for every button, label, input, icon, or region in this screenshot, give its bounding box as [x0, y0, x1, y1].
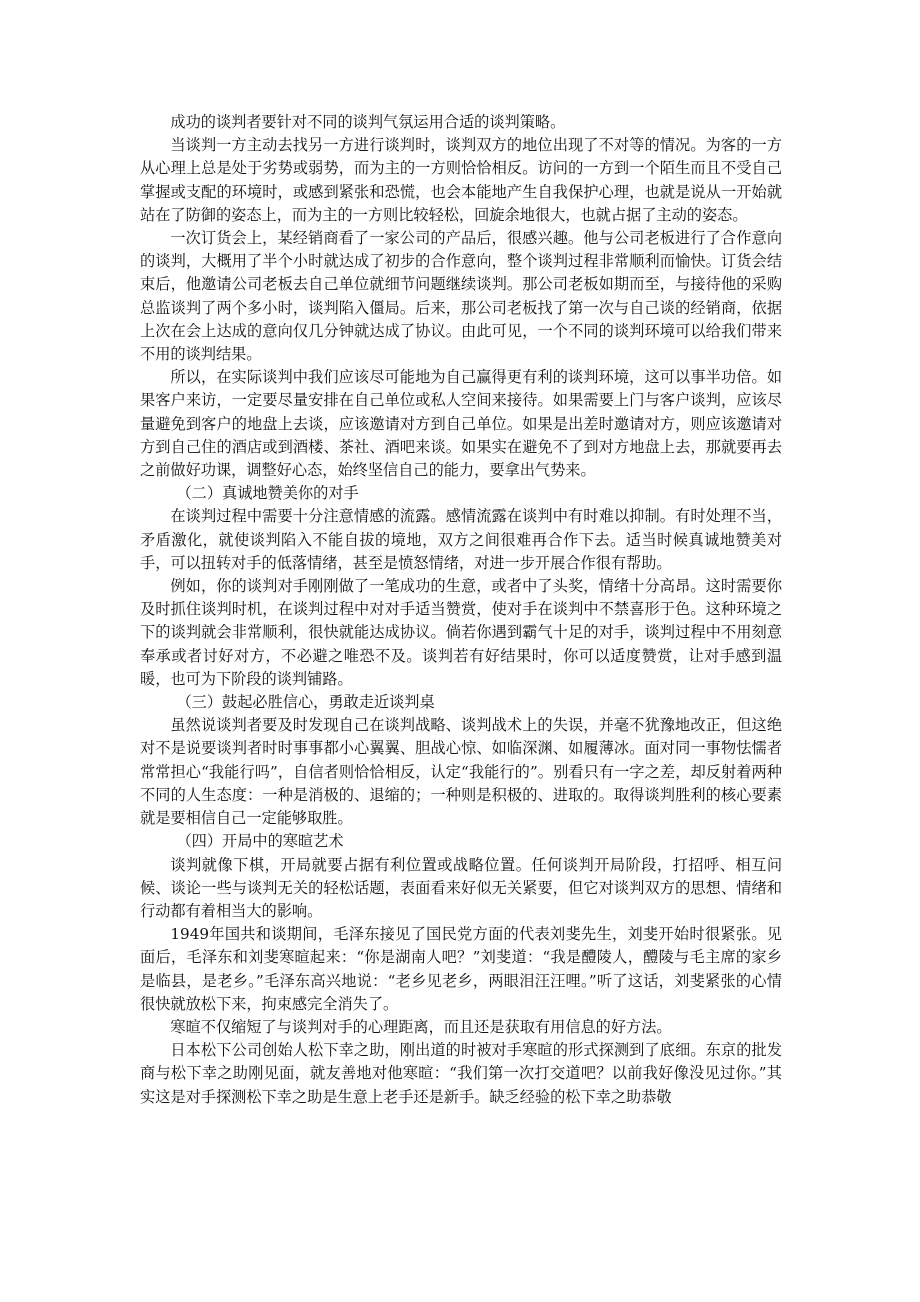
section-heading-small-talk: （四）开局中的寒暄艺术 [176, 832, 344, 851]
paragraph-host-guest-position: 当谈判一方主动去找另一方进行谈判时，谈判双方的地位出现了不对等的情况。为客的一方从心理上总是处于劣势或弱势，而为主的一方则恰恰相反。访问的一方到一个陌生而且不受自己掌握或支配的环境时，或感到紧张和恐慌，也会本能地产生自我保护心理，也就是说从一开始就站在了防御的姿态上，而为主的一方则比较轻松，回旋余地很大，也就占据了主动的姿态。 [140, 136, 782, 224]
paragraph-small-talk-benefit: 寒暄不仅缩短了与谈判对手的心理距离，而且还是获取有用信息的好方法。 [170, 1017, 672, 1036]
document-page [140, 111, 782, 1109]
paragraph-order-fair-example: 一次订货会上，某经销商看了一家公司的产品后，很感兴趣。他与公司老板进行了合作意向的谈判，大概用了半个小时就达成了初步的合作意向，整个谈判过程非常顺利而愉快。订货会结束后，他邀请公司老板去自己单位就细节问题继续谈判。那公司老板如期而至，与接待他的采购总监谈判了两个多小时，谈判陷入僵局。后来，那公司老板找了第一次与自己谈的经销商，依据上次在会上达成的意向仅几分钟就达成了协议。由此可见，一个不同的谈判环境可以给我们带来不用的谈判结果。 [140, 229, 782, 364]
paragraph-opening-chess: 谈判就像下棋，开局就要占据有利位置或战略位置。任何谈判开局阶段，打招呼、相互问候、谈论一些与谈判无关的轻松话题，表面看来好似无关紧要，但它对谈判双方的思想、情绪和行动都有着相当大的影响。 [140, 855, 782, 920]
paragraph-intro: 成功的谈判者要针对不同的谈判气氛运用合适的谈判策略。 [170, 113, 566, 131]
section-heading-praise: （二）真诚地赞美你的对手 [176, 484, 359, 503]
paragraph-1949-example: 1949年国共和谈期间，毛泽东接见了国民党方面的代表刘斐先生，刘斐开始时很紧张。见面后，毛泽东和刘斐寒暄起来：“你是湖南人吧？”刘斐道：“我是醴陵人，醴陵与毛主席的家乡是临县，是老乡。”毛泽东高兴地说：“老乡见老乡，两眼泪汪汪哩。”听了这话，刘斐紧张的心情很快就放松下来，拘束感完全消失了。 [140, 925, 782, 1013]
paragraph-praise-example: 例如，你的谈判对手刚刚做了一笔成功的生意，或者中了头奖，情绪十分高昂。这时需要你及时抓住谈判时机，在谈判过程中对对手适当赞赏，使对手在谈判中不禁喜形于色。这种环境之下的谈判就会非常顺利，很快就能达成协议。倘若你遇到霸气十足的对手，谈判过程中不用刻意奉承或者讨好对方，不必避之唯恐不及。谈判若有好结果时，你可以适度赞赏，让对手感到温暖，也可为下阶段的谈判铺路。 [140, 577, 782, 688]
paragraph-matsushita-example: 日本松下公司创始人松下幸之助，刚出道的时被对手寒暄的形式探测到了底细。东京的批发商与松下幸之助刚见面，就友善地对他寒暄：“我们第一次打交道吧？以前我好像没见过你。”其实这是对手探测松下幸之助是生意上老手还是新手。缺乏经验的松下幸之助恭敬 [140, 1041, 782, 1106]
paragraph-emotion: 在谈判过程中需要十分注意情感的流露。感情流露在谈判中有时难以抑制。有时处理不当，矛盾激化，就使谈判陷入不能自拔的境地，双方之间很难再合作下去。适当时候真诚地赞美对手，可以扭转对手的低落情绪，甚至是愤怒情绪，对进一步开展合作很有帮助。 [140, 507, 782, 572]
paragraph-favorable-environment: 所以，在实际谈判中我们应该尽可能地为自己赢得更有利的谈判环境，这可以事半功倍。如果客户来访，一定要尽量安排在自己单位或私人空间来接待。如果需要上门与客户谈判，应该尽量避免到客户的地盘上去谈，应该邀请对方到自己单位。如果是出差时邀请对方，则应该邀请对方到自己住的酒店或到酒楼、茶社、酒吧来谈。如果实在避免不了到对方地盘上去，那就要再去之前做好功课，调整好心态，始终坚信自己的能力，要拿出气势来。 [140, 368, 782, 480]
section-heading-confidence: （三）鼓起必胜信心，勇敢走近谈判桌 [176, 693, 435, 712]
paragraph-confidence: 虽然说谈判者要及时发现自己在谈判战略、谈判战术上的失误，并毫不犹豫地改正，但这绝对不是说要谈判者时时事事都小心翼翼、胆战心惊、如临深渊、如履薄冰。面对同一事物怯懦者常常担心“我能行吗”，自信者则恰恰相反，认定“我能行的”。别看只有一字之差，却反射着两种不同的人生态度：一种是消极的、退缩的；一种则是积极的、进取的。取得谈判胜利的核心要素就是要相信自己一定能够取胜。 [140, 716, 782, 828]
